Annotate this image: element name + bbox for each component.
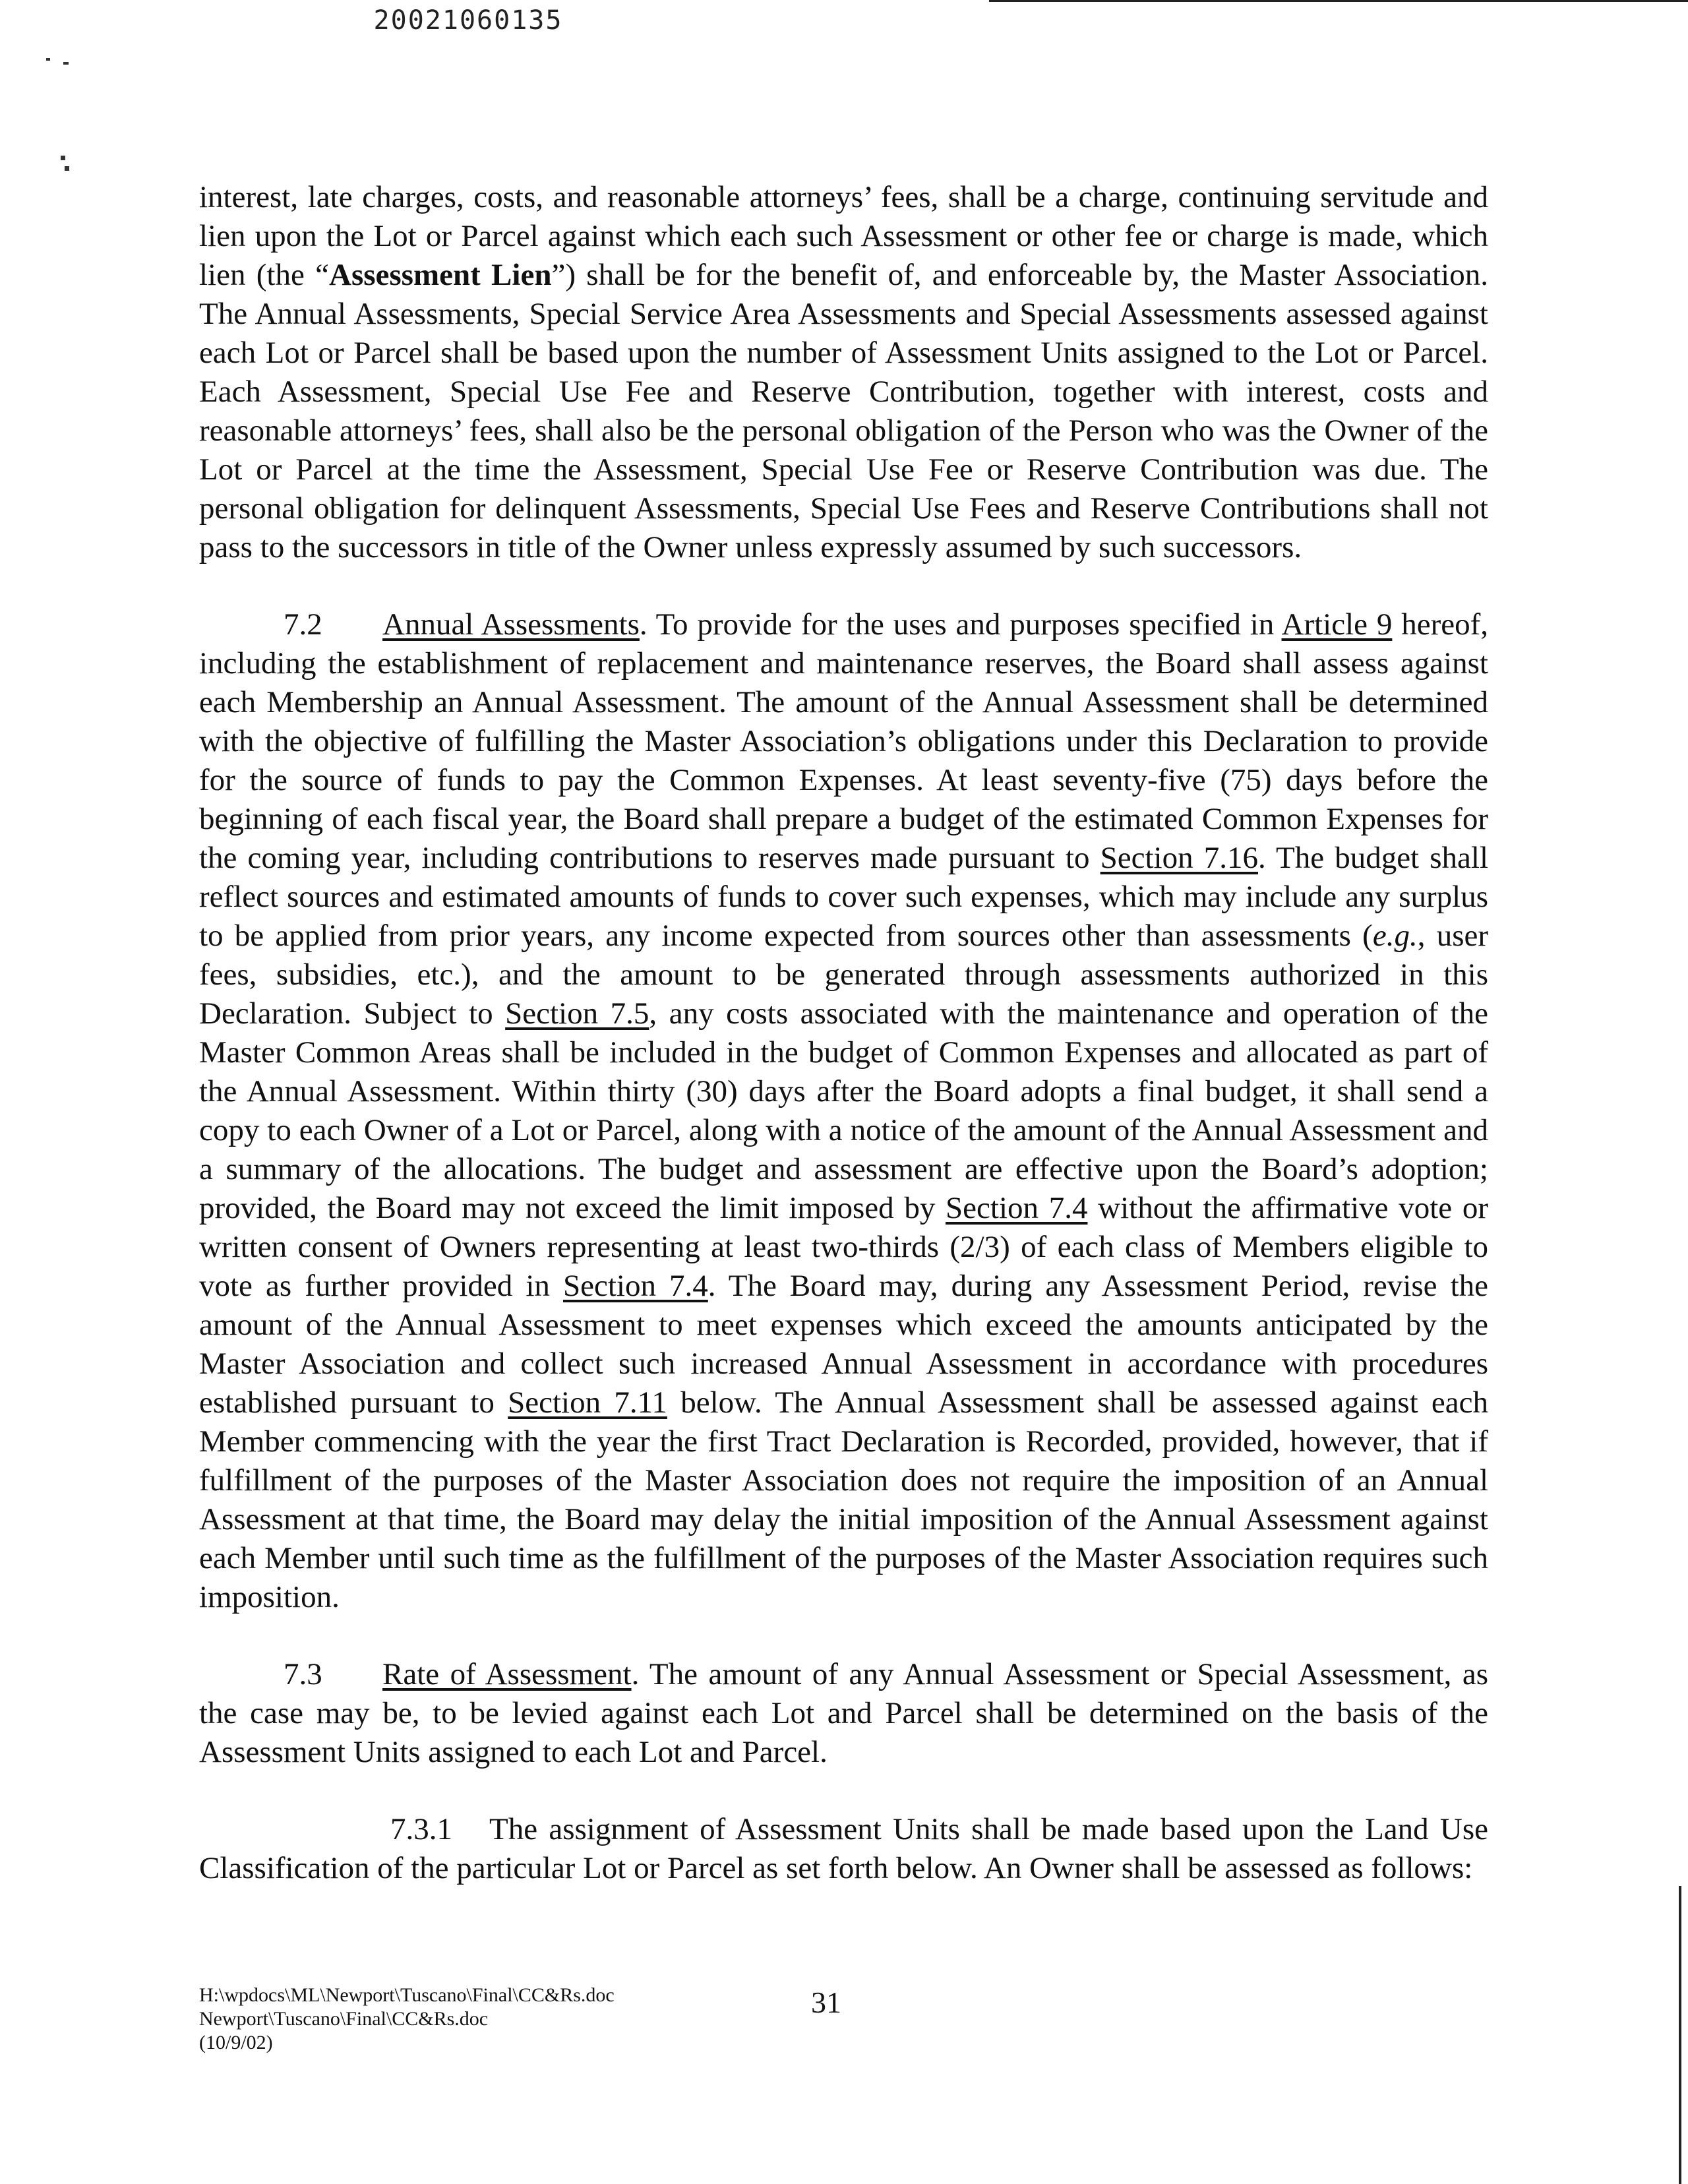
scan-mark: [61, 156, 65, 160]
top-rule: [989, 0, 1688, 2]
right-edge-rule: [1679, 1886, 1681, 2184]
document-number: 20021060135: [373, 5, 563, 36]
paragraph-text: , user fees, subsidies, etc.), and the amount to be generated through assessments authorized in this Declaration. Subject to: [199, 919, 1488, 1031]
document-body: [199, 178, 1488, 1926]
scan-mark: [63, 62, 69, 65]
scan-mark: [65, 166, 69, 171]
paragraph-text: below. The Annual Assessment shall be assessed against each Member commencing with the year the first Tract Declaration is Recorded, provided, however, that if fulfillment of the purposes of the Master Association does not require the imposition of an Annual Assessment at that time, the Board may delay the initial imposition of the Annual Assessment against each Member until such time as the fulfillment of the purposes of the Master Association requires such imposition.: [199, 1385, 1489, 1614]
paragraph-text: without the affirmative vote or written consent of Owners representing at least two-thirds (2/3) of each class of Members eligible to vote as further provided in: [199, 1191, 1489, 1303]
page-number: 31: [811, 1986, 841, 2019]
paragraph-text: . The Board may, during any Assessment Period, revise the amount of the Annual Assessment to meet expenses which exceed the amounts anticipated by the Master Association and collect such increased Annual Assessment in accordance with procedures established pursuant to: [199, 1269, 1488, 1420]
footer-path-line: H:\wpdocs\ML\Newport\Tuscano\Final\CC&Rs.doc: [199, 1984, 615, 2006]
section-7-3-1: [199, 1810, 1488, 1888]
section-7-2: [199, 605, 1488, 1617]
paragraph-text: . The budget shall reflect sources and estimated amounts of funds to cover such expenses, which may include any surplus to be applied from prior years, any income expected from sources other than assessments (: [199, 841, 1488, 953]
section-number: 7.2: [284, 607, 322, 642]
paragraph-text: ”) shall be for the benefit of, and enforceable by, the Master Association. The Annual Assessments, Special Service Area Assessments and Special Assessments assessed against each Lot or Parcel shall be based upon the number of Assessment Units assigned to the Lot or Parcel. Each Assessment, Special Use Fee and Reserve Contribution, together with interest, costs and reasonable attorneys’ fees, shall also be the personal obligation of the Person who was the Owner of the Lot or Parcel at the time the Assessment, Special Use Fee or Reserve Contribution was due. The personal obligation for delinquent Assessments, Special Use Fees and Reserve Contributions shall not pass to the successors in title of the Owner unless expressly assumed by such successors.: [199, 258, 1488, 564]
footer-date: (10/9/02): [199, 2032, 273, 2053]
paragraph-text: interest, late charges, costs, and reasonable attorneys’ fees, shall be a charge, continuing servitude and lien upon the Lot or Parcel against which each such Assessment or other fee or charge is made, which lien (the “: [199, 180, 1488, 292]
italic-abbreviation: e.g.: [1372, 919, 1418, 953]
paragraph-assessment-lien: [199, 178, 1488, 567]
footer-file-path: [199, 1984, 615, 2055]
section-number: 7.3: [284, 1657, 322, 1691]
cross-reference: Section 7.11: [508, 1385, 667, 1420]
section-number: 7.3.1: [390, 1812, 452, 1846]
cross-reference: Section 7.5: [505, 996, 649, 1031]
section-7-3: [199, 1655, 1488, 1772]
section-title: Annual Assessments: [382, 607, 640, 642]
paragraph-text: hereof, including the establishment of replacement and maintenance reserves, the Board shall assess against each Membership an Annual Assessment. The amount of the Annual Assessment shall be determined with the objective of fulfilling the Master Association’s obligations under this Declaration to provide for the source of funds to pay the Common Expenses. At least seventy-five (75) days before the beginning of each fiscal year, the Board shall prepare a budget of the estimated Common Expenses for the coming year, including contributions to reserves made pursuant to: [199, 607, 1488, 875]
scan-mark: [46, 58, 50, 61]
paragraph-text: , any costs associated with the maintenance and operation of the Master Common Areas shall be included in the budget of Common Expenses and allocated as part of the Annual Assessment. Within thirty (30) days after the Board adopts a final budget, it shall send a copy to each Owner of a Lot or Parcel, along with a notice of the amount of the Annual Assessment and a summary of the allocations. The budget and assessment are effective upon the Board’s adoption; provided, the Board may not exceed the limit imposed by: [199, 996, 1488, 1225]
cross-reference: Section 7.16: [1100, 841, 1258, 875]
defined-term: Assessment Lien: [329, 258, 552, 292]
paragraph-text: . To provide for the uses and purposes specified in: [639, 607, 1282, 642]
paragraph-text: . The amount of any Annual Assessment or Special Assessment, as the case may be, to be levied against each Lot and Parcel shall be determined on the basis of the Assessment Units assigned to each Lot and Parcel.: [199, 1657, 1488, 1769]
cross-reference: Article 9: [1281, 607, 1393, 642]
cross-reference: Section 7.4: [946, 1191, 1088, 1225]
footer-path-line: Newport\Tuscano\Final\CC&Rs.doc: [199, 2008, 489, 2030]
cross-reference: Section 7.4: [562, 1269, 708, 1303]
paragraph-text: The assignment of Assessment Units shall be made based upon the Land Use Classification of the particular Lot or Parcel as set forth below. An Owner shall be assessed as follows:: [199, 1812, 1488, 1885]
section-title: Rate of Assessment: [382, 1657, 632, 1691]
